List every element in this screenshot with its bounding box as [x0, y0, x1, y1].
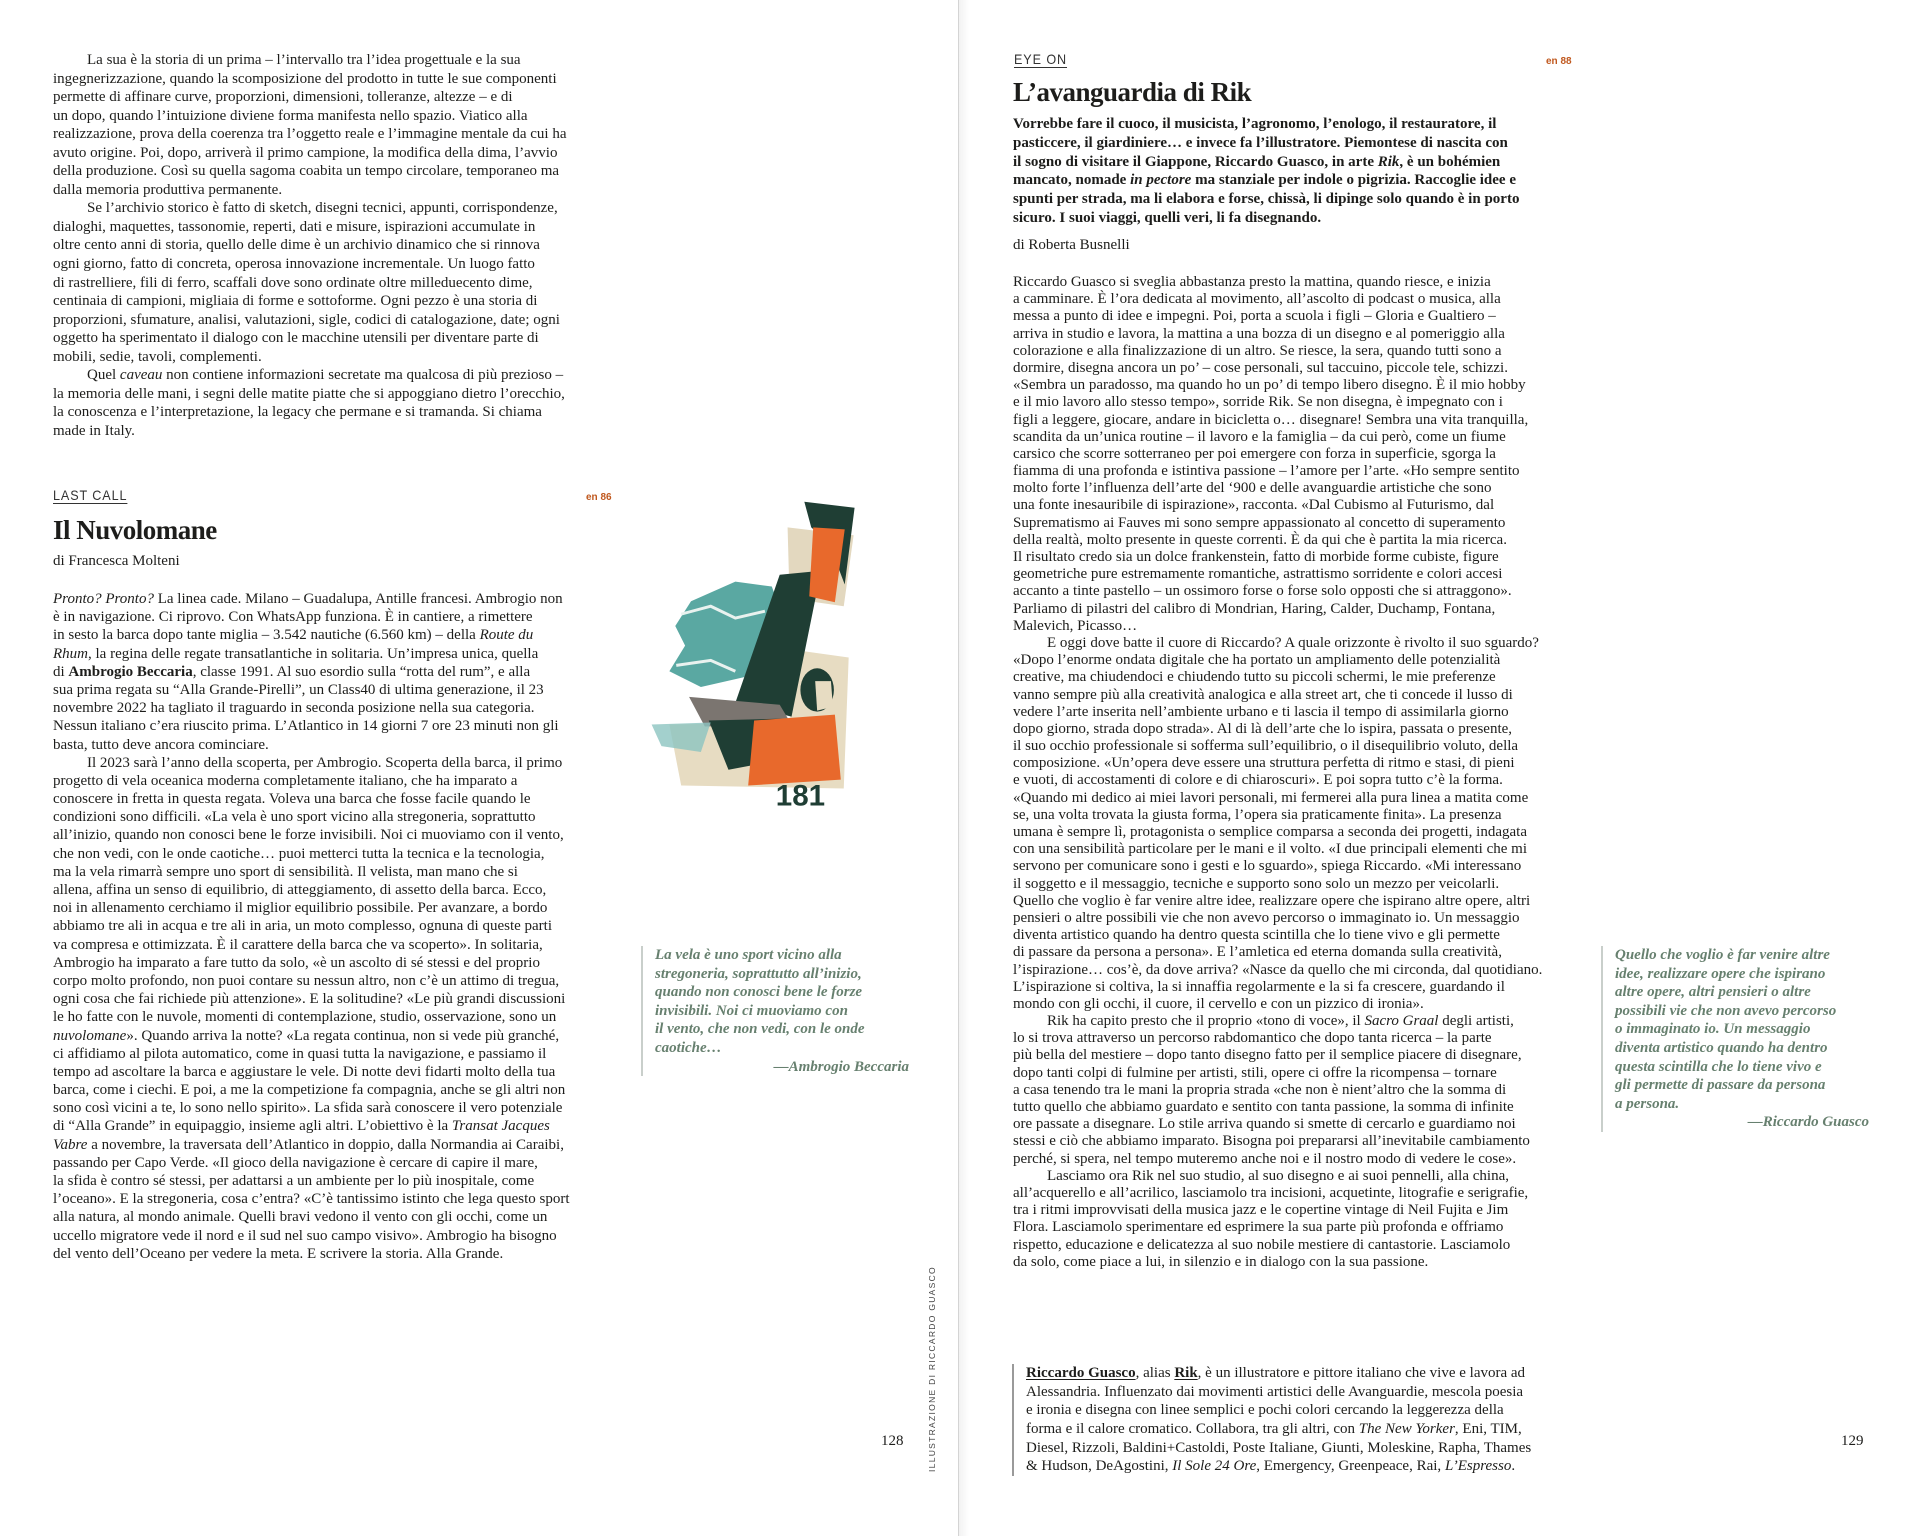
- text-line: [53, 645, 570, 663]
- text-line: Alessandria. Influenzato dai movimenti artistici delle Avanguardie, mescola poesia: [1026, 1383, 1524, 1400]
- pull-quote-right: [1601, 946, 1869, 1132]
- text-line: [1026, 1364, 1531, 1383]
- text-run: ». Quando arriva la notte? «La regata continua, non si vede più granché,: [126, 1027, 560, 1044]
- text-line: «Dopo l’enorme ondata digitale che ha portato un ampliamento delle potenzialità: [1013, 652, 1501, 669]
- text-line: vedere l’arte inserita nell’ambiente urbano e ti lascia il tempo di assimilarla giorno: [1013, 703, 1509, 720]
- text-line: la conoscenza e l’interpretazione, la legacy che permane e si tramanda. Si chiama: [53, 404, 542, 421]
- pull-quote-attribution: —Riccardo Guasco: [1747, 1114, 1869, 1131]
- text-line: umana è sempre lì, protagonista o semplice comparsa a seconda dei progetti, indagata: [1013, 824, 1527, 840]
- paragraph: [1013, 115, 1519, 228]
- text-line: molto forte l’influenza dell’arte del ‘900 e delle avanguardie artistiche che sono: [1013, 480, 1492, 497]
- text-line: noi in allenamento cerchiamo il miglior equilibrio possibile. Per avanzare, a bordo: [53, 900, 548, 917]
- text-line: [53, 1117, 570, 1135]
- text-line: [1026, 1457, 1531, 1476]
- text-line: [1026, 1420, 1531, 1439]
- text-line: ogni cosa che fai richiede più attenzione». E la solitudine? «Le più grandi discussioni: [53, 991, 566, 1008]
- text-line: tempo ad ascoltare la barca e aggiustare le vele. Di notte devi fidarti molto della tua: [53, 1063, 556, 1080]
- text-line: dormire, disegna ancora un po’ – cose personali, sul taccuino, piccole tele, schizzi.: [1013, 359, 1508, 376]
- text-line: mobili, sedie, tavoli, complementi.: [53, 348, 262, 365]
- text-line: colorazione e alla finalizzazione di un altro. Se riesce, la sera, quando tutti sono a: [1013, 342, 1502, 359]
- text-run: Pronto? Pronto?: [53, 591, 154, 607]
- text-line: ogni giorno, fatto di concreta, operosa innovazione incrementale. Un luogo fatto: [53, 256, 535, 273]
- text-line: composizione. «Un’opera deve essere una struttura perfetta di ritmo e stasi, di pieni: [1013, 755, 1515, 772]
- text-line: L’ispirazione si coltiva, la si innaffia regolarmente e la si fa crescere, guardando il: [1013, 978, 1505, 995]
- text-line: sicuro. I suoi viaggi, quelli veri, li fa disegnando.: [1013, 209, 1322, 226]
- text-run: il sogno di visitare il Giappone, Riccardo Guasco, in arte: [1013, 153, 1378, 170]
- text-line: Diesel, Rizzoli, Baldini+Castoldi, Poste Italiane, Giunti, Moleskine, Rapha, Thames: [1026, 1439, 1532, 1456]
- text-line: centinaia di campioni, migliaia di forme e sottoforme. Ogni pezzo è una storia di: [53, 293, 538, 310]
- text-run: , alias: [1135, 1365, 1175, 1381]
- paragraph: [1013, 635, 1542, 1013]
- text-line: più bella del mestiere – dopo tanto disegno fatto per il semplice piacere di disegnare,: [1013, 1047, 1522, 1064]
- text-line: un dopo, quando l’intuizione diviene forma manifesta nello spazio. Viatico alla: [53, 107, 528, 124]
- text-line: lo si trova attraverso un percorso rabdomantico che dopo tanta ricerca – la parte: [1013, 1030, 1492, 1047]
- pull-quote-line: invisibili. Noi ci muoviamo con: [655, 1002, 848, 1019]
- text-line: «Sembra un paradosso, ma quando ho un po’ di tempo libero disegno. È il mio hobby: [1013, 377, 1526, 394]
- text-line: a casa tenendo tra le mani la propria strada «che non è nient’altro che la somma di: [1013, 1081, 1507, 1098]
- paragraph: [1013, 274, 1542, 635]
- illustration-number: 181: [775, 779, 826, 813]
- section-label-last-call: LAST CALL: [53, 487, 128, 503]
- text-line: [1013, 1013, 1542, 1030]
- text-line: [53, 1027, 570, 1045]
- text-line: La sua è la storia di un prima – l’intervallo tra l’idea progettuale e la sua: [87, 52, 521, 68]
- pull-quote-line: stregoneria, soprattutto all’inizio,: [655, 965, 862, 982]
- text-line: oltre cento anni di storia, quello delle dime è un archivio dinamico che si rinnova: [53, 237, 540, 254]
- text-line: Parliamo di pilastri del calibro di Mondrian, Haring, Calder, Duchamp, Fontana,: [1013, 600, 1496, 617]
- text-line: progetto di vela oceanica moderna completamente italiano, che ha imparato a: [53, 772, 518, 789]
- pull-quote-attribution: —Ambrogio Beccaria: [773, 1058, 909, 1075]
- pull-quote-line: idee, realizzare opere che ispirano: [1615, 965, 1826, 982]
- text-run: , è un illustratore e pittore italiano che vive e lavora ad: [1197, 1365, 1526, 1381]
- paragraph: [1026, 1364, 1531, 1476]
- text-run: caveau: [119, 367, 163, 384]
- pull-quote-line: Quello che voglio è far venire altre: [1615, 947, 1830, 963]
- pull-quote-line: o immaginato io. Un messaggio: [1615, 1021, 1811, 1038]
- text-line: di rastrelliere, fili di ferro, scaffali dove sono ordinate oltre milleduecento dime,: [53, 274, 533, 291]
- english-page-ref: en 88: [1546, 56, 1572, 67]
- text-run: ma stanziale per indole o pigrizia. Raccoglie idee e: [1191, 172, 1516, 189]
- text-line: Flora. Lasciamolo sperimentare ed esprimere la sua parte più profonda e offriamo: [1013, 1219, 1504, 1236]
- page-gutter-shadow: [959, 0, 969, 1536]
- english-page-ref: en 86: [586, 492, 612, 503]
- text-line: pensieri o altre possibili vie che non avevo percorso o immaginato io. Un messaggio: [1013, 909, 1520, 926]
- text-line: Vorrebbe fare il cuoco, il musicista, l’agronomo, l’enologo, il restauratore, il: [1013, 116, 1497, 132]
- paragraph: [53, 199, 566, 366]
- text-run: Rik ha capito presto che il proprio «tono di voce», il: [1047, 1013, 1365, 1030]
- text-line: mondo con gli occhi, il cuore, il cervello e con un pizzico di ironia».: [1013, 995, 1424, 1012]
- paragraph: [53, 366, 566, 440]
- text-line: una fonte inesauribile di ispirazione», racconta. «Dal Cubismo al Futurismo, dal: [1013, 497, 1495, 514]
- text-line: accanto a tinte pastello – un ossimoro forse o forse solo opposti che si attraggono».: [1013, 583, 1512, 600]
- paragraph: [53, 754, 570, 1263]
- text-line: permette di affinare curve, proporzioni, dimensioni, tolleranze, altezze – e di: [53, 89, 513, 106]
- text-run: Route du: [479, 627, 534, 644]
- text-line: [53, 663, 570, 681]
- pull-quote-line: La vela è uno sport vicino alla: [655, 947, 842, 963]
- text-line: oggetto ha sperimentato il dialogo con le macchine utensili per diventare parte di: [53, 330, 539, 347]
- article-body: [1013, 274, 1542, 1271]
- text-line: l’ispirazione… cos’è, da dove arriva? «Nasce da quello che mi circonda, dal quotidiano.: [1013, 961, 1543, 978]
- text-run: , Eni, TIM,: [1454, 1421, 1522, 1438]
- illustration-credit: ILLUSTRAZIONE DI RICCARDO GUASCO: [927, 1266, 937, 1472]
- article-title: Il Nuvolomane: [53, 515, 217, 545]
- text-run: The New Yorker: [1358, 1421, 1455, 1438]
- text-line: figli a leggere, giocare, andare in bicicletta o… disegnare! Sembra una vita tranquilla,: [1013, 411, 1529, 428]
- text-line: da solo, come piace a lui, in silenzio e in dialogo con la sua passione.: [1013, 1253, 1429, 1270]
- text-line: Ambrogio ha imparato a fare tutto da solo, «è un ascolto di sé stessi e del proprio: [53, 954, 540, 971]
- text-line: di passare da persona a persona». E l’amletica ed eterna domanda sulla creatività,: [1013, 944, 1502, 961]
- text-line: il soggetto e il messaggio, tecniche e supporto sono solo un mezzo per veicolarli.: [1013, 875, 1500, 892]
- text-run: in sesto la barca dopo tante miglia – 3.542 nautiche (6.560 km) – della: [53, 627, 480, 644]
- text-line: del vento dell’Oceano per vedere la meta. E scrivere la storia. Alla Grande.: [53, 1245, 504, 1262]
- text-line: Riccardo Guasco si sveglia abbastanza presto la mattina, quando riesce, e inizia: [1013, 274, 1491, 290]
- sailor-illustration: [640, 488, 880, 823]
- text-run: Sacro Graal: [1364, 1013, 1439, 1030]
- text-run: Rik: [1174, 1365, 1198, 1381]
- paragraph: [53, 51, 566, 199]
- text-line: alla natura, al mondo animale. Quelli bravi vedono il vento con gli occhi, come un: [53, 1209, 548, 1226]
- article-deck: [1013, 115, 1519, 228]
- text-line: ci affidiamo al pilota automatico, come in quasi tutta la navigazione, e passiamo il: [53, 1045, 547, 1062]
- text-run: Rik: [1377, 153, 1400, 170]
- text-run: Transat Jacques: [451, 1118, 550, 1135]
- text-line: creative, ma chiudendoci e chiudendo tutto su piccoli schermi, le mie preferenze: [1013, 669, 1496, 686]
- text-line: le ho fatte con le nuvole, momenti di contemplazione, studio, osservazione, sono un: [53, 1009, 557, 1026]
- text-line: [53, 590, 570, 608]
- text-line: [1013, 153, 1519, 172]
- pull-quote-line: possibili vie che non avevo percorso: [1615, 1002, 1837, 1019]
- text-run: nuvolomane: [53, 1027, 127, 1044]
- text-run: Quel: [87, 367, 120, 384]
- text-run: Vabre: [53, 1136, 88, 1153]
- text-line: [53, 1136, 570, 1154]
- text-line: sua prima regata su “Alla Grande-Pirelli”, un Class40 di ultima generazione, il 23: [53, 681, 544, 698]
- text-line: dialoghi, maquettes, tassonomie, reperti, dati e misure, ispirazioni accumulate in: [53, 218, 536, 235]
- pull-quote-text: [655, 946, 909, 1058]
- article-body: [53, 590, 570, 1263]
- text-run: mancato, nomade: [1013, 172, 1131, 189]
- text-line: rispetto, educazione e delicatezza al suo nobile mestiere di cantastorie. Lasciamolo: [1013, 1236, 1511, 1253]
- text-line: ore passate a disegnare. Lo stile arriva quando si smette di cercarlo e guardiamo noi: [1013, 1116, 1516, 1133]
- intro-text: [53, 51, 566, 440]
- pull-quote-text: [1615, 946, 1869, 1113]
- article-byline: di Roberta Busnelli: [1013, 237, 1130, 253]
- text-line: dopo tanti colpi di fulmine per artisti, stili, opere ci offre la ricompensa – tornare: [1013, 1064, 1497, 1081]
- paragraph: [1013, 1013, 1542, 1168]
- pull-quote-line: diventa artistico quando ha dentro: [1615, 1039, 1828, 1056]
- page-number-left: 128: [881, 1433, 904, 1449]
- text-line: il suo occhio professionale si sofferma sull’equilibrio, o il disequilibrio voluto, della: [1013, 738, 1519, 755]
- pull-quote-line: caotiche…: [655, 1039, 722, 1056]
- text-run: .: [1511, 1458, 1516, 1475]
- text-line: Quello che voglio è far venire altre idee, realizzare opere che ispirano altre opere, altri: [1013, 892, 1531, 909]
- text-line: dopo giorno, strada dopo strada». Al di là dell’arte che lo ispira, passata o presente,: [1013, 720, 1513, 737]
- page-number-right: 129: [1841, 1433, 1864, 1449]
- text-line: pasticcere, il giardiniere… e invece fa l’illustratore. Piemontese di nascita con: [1013, 134, 1508, 151]
- text-line: «Quando mi dedico ai miei lavori personali, mi fermerei alla pura linea a matita come: [1013, 789, 1529, 806]
- pull-quote-left: [641, 946, 909, 1076]
- paragraph: [1013, 1168, 1542, 1271]
- text-line: Nessun italiano c’era riuscito prima. L’Atlantico in 14 giorni 7 ore 23 minuti non gli: [53, 718, 559, 735]
- pull-quote-line: il vento, che non vedi, con le onde: [655, 1021, 865, 1038]
- text-line: [53, 626, 570, 644]
- text-line: all’acquerello e all’acrilico, lasciamolo tra incisioni, acquetinte, litografie e serigrafie,: [1013, 1184, 1529, 1201]
- text-line: stessi e ciò che abbiamo imparato. Bisogna poi prepararsi all’inevitabile cambiamento: [1013, 1133, 1530, 1150]
- text-line: e il mio lavoro allo stesso tempo», sorride Rik. Se non disegna, è impegnato con i: [1013, 394, 1503, 411]
- text-run: & Hudson, DeAgostini,: [1026, 1458, 1173, 1475]
- text-run: forma e il calore cromatico. Collabora, tra gli altri, con: [1026, 1421, 1359, 1438]
- text-line: proporzioni, sfumature, analisi, valutazioni, sigle, codici di catalogazione, date; ogni: [53, 311, 560, 328]
- text-line: abbiamo tre ali in acqua e tre ali in aria, un moto complesso, ognuna di queste parti: [53, 918, 553, 935]
- text-line: Lasciamo ora Rik nel suo studio, al suo disegno e ai suoi pennelli, alla china,: [1047, 1167, 1509, 1184]
- text-line: che non vedi, con le onde caotiche… puoi metterci tutta la tecnica e la tecnologia,: [53, 845, 545, 862]
- text-run: La linea cade. Milano – Guadalupa, Antille francesi. Ambrogio non: [153, 591, 563, 607]
- article-title: L’avanguardia di Rik: [1013, 77, 1252, 107]
- text-line: ma la vela rimarrà sempre uno sport di sensibilità. Il velista, man mano che si: [53, 863, 518, 880]
- text-line: passando per Capo Verde. «Il gioco della navigazione è cercare di capire il mare,: [53, 1154, 538, 1171]
- section-label-eye-on: EYE ON: [1014, 51, 1068, 67]
- author-bio-box: [1012, 1364, 1531, 1476]
- text-line: realizzazione, prova della coerenza tra l’oggetto reale e l’immagine mentale da cui ha: [53, 126, 567, 143]
- text-run: , classe 1991. Al suo esordio sulla “rotta del rum”, e alla: [192, 663, 531, 680]
- text-run: Rhum: [53, 645, 88, 662]
- text-line: sono così vicini a te, lo sono nello spirito». La sfida sarà conoscere il vero potenziale: [53, 1100, 563, 1117]
- text-line: con una sensibilità particolare per le mani e il volto. «I due principali elementi che mi: [1013, 841, 1527, 858]
- text-line: basta, tutto deve ancora cominciare.: [53, 736, 269, 753]
- text-line: è in navigazione. Ci riprovo. Con WhatsApp funziona. È in cantiere, a rimettere: [53, 609, 533, 626]
- text-run: in pectore: [1130, 172, 1192, 189]
- pull-quote-line: quando non conosci bene le forze: [655, 984, 863, 1001]
- text-run: , Emergency, Greenpeace, Rai,: [1256, 1458, 1445, 1475]
- text-line: ingegnerizzazione, quando la scomposizione del prodotto in tutte le sue componenti: [53, 70, 557, 87]
- text-line: barca, come i ciechi. E poi, a me la competizione fa compagnia, anche se gli altri non: [53, 1082, 566, 1099]
- text-line: e vuoti, di accostamenti di colore e di chiaroscuri». E poi sopra tutto c’è la forma.: [1013, 772, 1503, 789]
- paragraph: [53, 590, 570, 754]
- text-line: made in Italy.: [53, 422, 135, 439]
- text-line: Il 2023 sarà l’anno della scoperta, per Ambrogio. Scoperta della barca, il primo: [87, 754, 563, 771]
- text-line: [1013, 171, 1519, 190]
- text-line: diventa artistico quando ha dentro questa scintilla che lo tiene vivo e gli permette: [1013, 927, 1500, 944]
- text-line: tutto quello che abbiamo guardato e sentito con tanta passione, la somma di infinite: [1013, 1099, 1514, 1115]
- text-line: scandita da un’unica routine – il lavoro e la famiglia – da cui però, come un fiume: [1013, 428, 1506, 445]
- text-run: di: [53, 663, 69, 680]
- text-line: la sfida è contro sé stessi, per adattarsi a un ambiente per lo più inospitale, come: [53, 1173, 535, 1189]
- text-line: la memoria delle mani, i segni delle matite piatte che si appoggiano dietro l’orecchio,: [53, 385, 565, 402]
- text-run: non contiene informazioni secretate ma qualcosa di più prezioso –: [162, 367, 564, 384]
- text-run: , la regina delle regate transatlantiche in solitaria. Un’impresa unica, quella: [88, 645, 539, 662]
- pull-quote-line: gli permette di passare da persona: [1615, 1077, 1826, 1094]
- text-line: allena, affina un senso di equilibrio, di atteggiamento, di assetto della barca. Ecco,: [53, 882, 547, 898]
- text-line: avuto origine. Poi, dopo, arriverà il primo campione, la modifica della dima, l’avvio: [53, 144, 558, 161]
- pull-quote-line: questa scintilla che lo tiene vivo e: [1615, 1058, 1822, 1075]
- text-run: di “Alla Grande” in equipaggio, insieme agli altri. L’obiettivo è la: [53, 1118, 452, 1135]
- text-line: e ironia e disegna con linee semplici e pochi colori cercando la leggerezza della: [1026, 1402, 1504, 1419]
- text-line: Suprematismo ai Fauves mi sono sempre appassionato al concetto di superamento: [1013, 514, 1506, 531]
- text-run: a novembre, la traversata dell’Atlantico in doppio, dalla Normandia ai Caraibi,: [87, 1136, 564, 1153]
- text-line: novembre 2022 ha tagliato il traguardo in seconda posizione nella sua categoria.: [53, 700, 535, 717]
- text-line: E oggi dove batte il cuore di Riccardo? A quale orizzonte è rivolto il suo sguardo?: [1047, 634, 1539, 651]
- text-line: vanno sempre più alla creatività analogica e alla street art, che ti concede il lusso di: [1013, 686, 1513, 703]
- text-line: uccello migratore vede il nord e il sud nel suo campo visivo». Ambrogio ha bisogno: [53, 1227, 557, 1244]
- text-line: messa a punto di idee e impegni. Poi, porta a scuola i figli – Gloria e Gualtiero –: [1013, 308, 1496, 325]
- text-line: corpo molto profondo, non puoi contare su nessun altro, non c’è un attimo di tregua,: [53, 972, 560, 989]
- article-byline: di Francesca Molteni: [53, 553, 180, 569]
- text-run: , è un bohémien: [1399, 153, 1501, 170]
- text-line: l’oceano». E la stregoneria, cosa c’entra? «C’è tantissimo istinto che lega questo sport: [53, 1191, 570, 1208]
- text-line: Se l’archivio storico è fatto di sketch, disegni tecnici, appunti, corrispondenze,: [87, 200, 558, 217]
- text-run: Ambrogio Beccaria: [68, 663, 193, 680]
- text-line: [53, 366, 566, 385]
- text-line: Malevich, Picasso…: [1013, 617, 1138, 634]
- text-line: condizioni sono difficili. «La vela è uno sport vicino alla stregoneria, soprattutto: [53, 809, 536, 826]
- text-line: arriva in studio e lavora, la mattina a una bozza di un disegno e al pomeriggio alla: [1013, 325, 1505, 342]
- text-run: L’Espresso: [1444, 1458, 1512, 1475]
- text-line: a camminare. È l’ora dedicata al movimento, all’ascolto di podcast o musica, alla: [1013, 291, 1501, 308]
- text-line: tra i ritmi improvvisati della musica jazz e le copertine vintage di Neil Fujita e Jim: [1013, 1202, 1509, 1219]
- text-run: degli artisti,: [1438, 1013, 1514, 1030]
- text-line: della produzione. Così su quella sagoma coabita un tempo circolare, temporaneo ma: [53, 163, 560, 180]
- illustration-jacket: [748, 715, 841, 786]
- text-line: Il risultato credo sia un dolce frankenstein, fatto di morbide forme cubiste, figure: [1013, 549, 1499, 565]
- text-line: spunti per strada, ma li elabora e forse, chissà, li dipinge solo quando è in porto: [1013, 191, 1520, 208]
- text-line: della realtà, molto presente in queste correnti. È da qui che è partita la mia ricerca.: [1013, 531, 1507, 548]
- text-line: perché, si spera, nel tempo muteremo anche noi e il nostro modo di vedere le cose».: [1013, 1150, 1517, 1167]
- text-line: va compresa e ottimizzata. È il carattere della barca che va scoperto». In solitaria,: [53, 936, 543, 953]
- pull-quote-line: altre opere, altri pensieri o altre: [1615, 984, 1811, 1001]
- text-line: servono per comunicare sono i gesti e lo sguardo», spiega Riccardo. «Mi interessano: [1013, 858, 1522, 875]
- text-line: se, una volta trovata la giusta forma, l’opera sia praticamente finita». La presenza: [1013, 806, 1502, 823]
- text-run: Il Sole 24 Ore: [1172, 1458, 1257, 1475]
- text-line: dalla memoria produttiva permanente.: [53, 181, 283, 198]
- text-line: geometriche pure estremamente romantiche, astrattismo sorridente e colori accesi: [1013, 566, 1503, 583]
- text-line: carsico che scorre sotterraneo per poi emergere con forza in superficie, sgorga la: [1013, 445, 1496, 462]
- pull-quote-line: a persona.: [1615, 1095, 1680, 1112]
- text-run: Riccardo Guasco: [1026, 1365, 1136, 1381]
- text-line: fiamma di una profonda e istintiva passione – l’amore per l’arte. «Ho sempre sentito: [1013, 463, 1520, 480]
- text-line: all’inizio, quando non conosci bene le forze invisibili. Noi ci muoviamo con il vento,: [53, 827, 564, 844]
- text-line: conoscere in fretta in questa regata. Voleva una barca che fosse facile quando le: [53, 791, 531, 808]
